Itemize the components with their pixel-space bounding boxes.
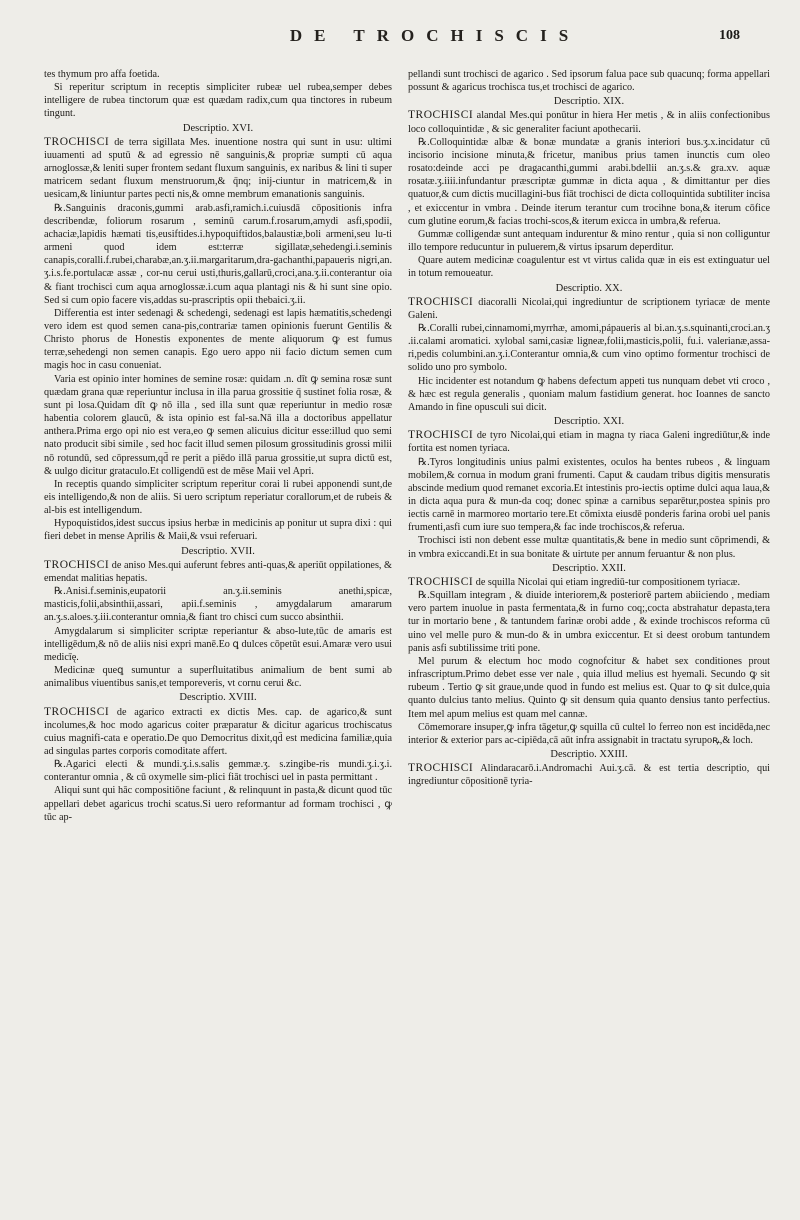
section-heading: Descriptio. XXI.: [553, 416, 625, 428]
recipe-title-paragraph: TROCHISCI diacoralli Nicolai,qui ingrediuntur de scriptionem tyriacæ de mente Galeni.: [408, 295, 770, 321]
page-number: 108: [719, 28, 740, 43]
recipe-title-paragraph: TROCHISCI de terra sigillata Mes. inuentione nostra qui sunt in usu: ultimi iuuamenti ad sputū & ad egressio nē sanguinis,& propriæ sumpti cū aqua arnoglossæ,& leniti super frontem sedant fluxum sanguinis, ex naribus & lini ti super matricem sedant fluxum menstruorum,& q̄nq; inij-ciuntur in matricem,& in uesicam,& liniuntur partes pecti nis,& omne membrum emanationis sanguinis.: [44, 135, 392, 201]
right-text-column: [408, 68, 770, 1182]
page-header: [0, 18, 800, 58]
body-paragraph: Mel purum & electum hoc modo cognofcitur & habet sex conditiones prout infrascriptum.Primo debet esse ver nale , quia illud melius est hyemali. Secundo ꝙ sit rubeum . Tertio ꝙ sit graue,unde quod in fundo est melius est. Quar to ꝙ sit dulce,quia quanto dulcius tanto melius. Quinto ꝙ sit densum quia quanto densius tanto perfectius. Item mel apum melius est quam mel cannæ.: [408, 655, 770, 720]
body-paragraph: Medicinæ queꝗ sumuntur a superfluitatibus animalium de bent sumi ab animalibus viuentibus sanis,et temporeveris, vt cornu cerui &c.: [44, 665, 392, 690]
recipe-keyword: TROCHISCI: [408, 575, 474, 588]
body-paragraph: ℞.Anisi.f.seminis,eupatorii an.ʒ.ii.seminis anethi,spicæ, masticis,folii,absinthii,assari, apii.f.seminis , amygdalarum amararum an.ʒ.s.aloes.ʒ.iii.conterantur omnia,& fiant tro chisci cum succo absinthii.: [44, 586, 392, 624]
recipe-keyword: TROCHISCI: [408, 762, 474, 775]
recipe-keyword: TROCHISCI: [44, 558, 110, 571]
recipe-keyword: TROCHISCI: [408, 429, 474, 442]
body-paragraph: Hypoquistidos,idest succus ipsius herbæ in medicinis ap ponitur ut supra dixi : qui fieri debet in mense Aprilis & Maii,& vsui referuari.: [44, 518, 392, 543]
section-heading: Descriptio. XX.: [555, 282, 623, 294]
body-paragraph: Quare autem medicinæ coagulentur est vt virtus calida quæ in eis est extinguatur uel in totum remoueatur.: [408, 255, 770, 280]
recipe-keyword: TROCHISCI: [44, 135, 110, 148]
body-paragraph: In receptis quando simpliciter scriptum reperitur corai li rubei apponendi sunt,de eis intelligendo,& non de aliis. Si uero scriptum reperiatur corallorum,et de rubeis & al-bis est intelligendum.: [44, 478, 392, 517]
recipe-keyword: TROCHISCI: [44, 705, 110, 718]
recipe-title-paragraph: TROCHISCI de squilla Nicolai qui etiam ingrediū-tur compositionem tyriacæ.: [408, 575, 740, 588]
body-paragraph: Cōmemorare insuper,ꝙ infra tāgetur,ꝙ squilla cū cultel lo ferreo non est incidēda,nec interior & exterior pars ac-cipiēda,cā aūt infra assignabit in tractatu syrupoꝶ,& loch.: [408, 721, 770, 746]
section-heading: Descriptio. XVIII.: [179, 692, 257, 704]
recipe-keyword: TROCHISCI: [408, 295, 474, 308]
body-paragraph: Aliqui sunt qui hāc compositiōne faciunt , & relinquunt in pasta,& dicunt quod tūc appellari debet agaricus trochi scatus.Si uero reformantur ad formam trochisci , ꝙ tūc ap-: [44, 785, 392, 823]
body-paragraph: Gummæ colligendæ sunt antequam indurentur & mino rentur , quia si non colliguntur illo tempore reducuntur in puluerem,& virtus ipsarum deperditur.: [408, 228, 770, 254]
recipe-title-paragraph: TROCHISCI Alindaracarō.i.Andromachi Aui.ʒ.cā. & est tertia descriptio, qui ingrediuntur cōpositionē tyria-: [408, 762, 770, 788]
recipe-title-paragraph: TROCHISCI alandal Mes.qui ponūtur in hiera Her metis , & in aliis confectionibus loco colloquintidæ , & sic generaliter faciunt apothecarii.: [408, 109, 770, 135]
body-paragraph: ℞.Sanguinis draconis,gummi arab.asfi,ramich.i.cuiusdā cōpositionis infra describendæ, foliorum rosarum , seminū carum.f.rosarum,amydi asfi,spodii, achaciæ,lapidis hæmati tis,eusiftides.i.hypoquiftidos,balaustiæ,boli armeni,seu lu-ti armeni quod idem est:terræ sigillatæ,sehedengi.i.seminis canapis,coralli.f.rubei,charabæ,an.ʒ.ii.margaritarum,dra-gachanthi,papaueris nigri,an. ʒ.i.s.fe.portulacæ assæ , cor-nu cerui usti,thuris,gallarū,croci,ana.ʒ.ii.conterantur oia & fiant trochisci cum aqua arnoglossæ.i.cum aqua plantagi nis & hi sunt sine opio. Sed si cum opio facere vis,addas su-prascriptis opii thebaici.ʒ.ii.: [44, 202, 392, 306]
section-heading: Descriptio. XIX.: [553, 96, 625, 108]
body-paragraph: ℞.Squillam integram , & diuide interiorem,& posteriorē partem abiiciendo , mediam vero partem inuolue in pasta fermentata,& in furno coq;,cocta abstrahatur depasta,tera tur in mortario bene , & tantundem farinæ orobi adde , & exinde trochiscos reforma cū uino vel melle puro & mun-do & in umbra exiccentur. Et si deest orobum tantundem panis asfi subtilissime triti pone.: [408, 590, 770, 654]
recipe-title-paragraph: TROCHISCI de tyro Nicolai,qui etiam in magna ty riaca Galeni ingrediūtur,& inde fortita est nomen tyriaca.: [408, 429, 770, 455]
body-paragraph: ℞.Agarici electi & mundi.ʒ.i.s.salis gemmæ.ʒ. s.zingibe-ris mundi.ʒ.i.ʒ.i. conterantur omnia , & cū oxymelle sim-plici fiāt trochisci uel in pasta permittant .: [44, 759, 392, 784]
body-paragraph: Hic incidenter est notandum ꝙ habens defectum appeti tus nunquam debet vti croco , & hæc est regula generalis , quoniam malum fastidium generat. hoc Ioannes de sancto Amando in fine opusculi sui dicit.: [408, 375, 770, 413]
recipe-title-paragraph: TROCHISCI de agarico extracti ex dictis Mes. cap. de agarico,& sunt incolumes,& hoc modo agaricus coiter præparatur & dicitur agaricus trochiscatus cuius magnifi-cata e operatio.De quo Democritus dixit,qd̄ est medicina familiæ,quia ad singulas partes corporis comoditate affert.: [44, 705, 392, 757]
section-heading: Descriptio. XVII.: [181, 545, 255, 557]
recipe-keyword: TROCHISCI: [408, 109, 474, 122]
section-heading: Descriptio. XXII.: [552, 562, 626, 574]
body-paragraph: pellandi sunt trochisci de agarico . Sed ipsorum falua pace sub quacunq; forma appellari possunt & agaricus trochisca tus,et trochisci de agarico.: [408, 69, 770, 94]
body-paragraph: Differentia est inter sedenagi & schedengi, sedenagi est lapis hæmatitis,schedengi vero idem est quod semen cana-pis,contrariæ tamen opinionis fuerunt Gentilis & Christo phorus de Honestis exponentes de mente aliquorum ꝙ est fumus terræ,sehedengi non semen canapis. Ego uero appo nii facio dictum semen cum magis hoc in casu conueniat.: [44, 307, 392, 372]
body-paragraph: Varia est opinio inter homines de semine rosæ: quidam .n. dīt ꝙ semina rosæ sunt quædam grana quæ reperiuntur inclusa in illa parua grossitie q̄ sustinet folia rosæ, & sunt pi losa.Quidam dīt ꝙ nō illa , sed illa sunt quæ reperiuntur in medio rosæ habentia colorem glaucū, & ista opinio est fal-sa.Nā illa a doctoribus appellatur anthera.Prima ergo opi nio est vera,eo ꝙ semen alicuius dicitur esse:illud quo semi nato producit sibi simile , sed hoc facit illud semen pilosum grossitudinis grossi milii nō rotundū, sed cōpressum,qd̄ re perit a piēdo illā parua grossitie,ut supra dictū est, & uulgo dicitur grataculo.Et colligendū est de mēse Maii vel Apri.: [44, 373, 392, 477]
body-paragraph: tes thymum pro affa foetida.: [44, 69, 160, 80]
recipe-title-paragraph: TROCHISCI de aniso Mes.qui auferunt febres anti-quas,& aperiūt oppilationes, & emendat malitias hepatis.: [44, 558, 392, 584]
body-paragraph: Si reperitur scriptum in receptis simpliciter rubeæ uel rubea,semper debes intelligere de rubea tinctorum quæ est quædam radix,cum qua tinctores in rubeum tingunt.: [44, 82, 392, 120]
body-paragraph: ℞.Coralli rubei,cinnamomi,myrrhæ, amomi,pápaueris al bi.an.ʒ.s.squinanti,croci.an.ʒ .ii.calami aromatici. xylobal sami,casiæ ligneæ,folii,masticis,polii, fu.i. valerianæ,assa-ri,pedis columbini.an.ʒ.i.Conterantur omnia,& cum vino optimo formentur trochisci de solido uno pro symbolo.: [408, 322, 770, 374]
section-heading: Descriptio. XXIII.: [550, 748, 628, 760]
section-heading: Descriptio. XVI.: [182, 122, 254, 134]
body-paragraph: ℞.Colloquintidæ albæ & bonæ mundatæ a granis interiori bus.ʒ.x.incidatur cū incisorio incisione minuta,& fricetur, manibus prius tamen inunctis cum oleo rosato:deinde acci pe dragacanthi,gummi arabi.bdellii an.ʒ.s.& gra.xv. aquæ rosatæ.ʒ.iiii.infundantur præscriptæ gummæ in dicta aqua , & dimittantur per dies quatuor,& cum dictis mucillagini-bus fiāt trochisci de dicta colloquintida subtiliter incisa , et exiccentur in vmbra . Deinde iterum terantur cum trocihne bona,& iterum cōfice cum glutine eorum,& facias trochi-scos,& iterum exicca in umbra,& referua.: [408, 136, 770, 227]
body-paragraph: ℞.Tyros longitudinis unius palmi existentes, oculos ha bentes rubeos , & linguam mobilem,& cornua in modum grani frumenti. Caput & caudam tribus digitis mensuratis abscinde medium quod remanet excoria.Et intestinis pro-iectis optime dulci aqua laua,& in dicta aqua pura & mun-da coq; donec spinæ a carnibus separētur,postea spinis pro iectis carnē in marmoreo mortario tere.Et cōmixta eiusdē ponderis farina orobi uel panis frumenti,asfi cum iure suo tempera,& fac inde trochiscos,& referua.: [408, 456, 770, 534]
body-paragraph: Amygdalarum si simpliciter scriptæ reperiantur & abso-lute,tūc de amaris est intelligēdum,& nō de aliis nisi expri manē.Eo ꝗ dulces cōpetūt esui.Amaræ vero usui medicīę.: [44, 625, 392, 663]
left-text-column: [44, 68, 392, 1182]
body-paragraph: Trochisci isti non debent esse multæ quantitatis,& bene in medio sunt cōprimendi, & in vmbra exiccandi.Et in sua bonitate & uirtute per annum feruantur & non plus.: [408, 535, 770, 560]
running-title: DE TROCHISCIS: [289, 26, 581, 45]
